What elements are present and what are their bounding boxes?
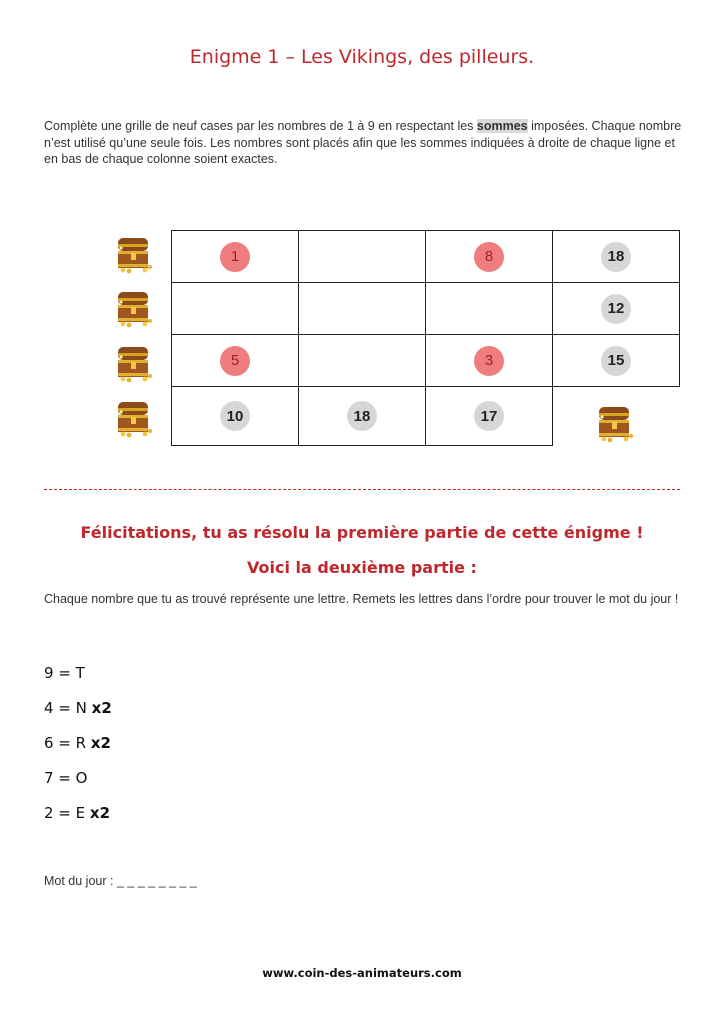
code-text: 4 = N	[44, 699, 92, 717]
treasure-chest-icon	[115, 398, 153, 438]
footer-url: www.coin-des-animateurs.com	[262, 966, 462, 980]
row-sum-cell	[553, 231, 680, 283]
grid-row	[172, 283, 680, 335]
treasure-chest-icon	[115, 343, 153, 383]
congratulations-heading: Félicitations, tu as résolu la première partie de cette énigme !	[80, 523, 644, 542]
instructions-part1: Complète une grille de neuf cases par les nombres de 1 à 9 en respectant les	[44, 119, 477, 133]
grid-cell[interactable]	[299, 283, 426, 335]
row-sum: 18	[601, 242, 631, 272]
code-text: 6 = R	[44, 734, 91, 752]
instructions	[44, 118, 684, 168]
column-sum-cell	[172, 387, 299, 446]
code-text: 7 = O	[44, 769, 88, 787]
column-sum: 10	[220, 401, 250, 431]
grid-cell[interactable]	[299, 335, 426, 387]
column-sum-cell	[299, 387, 426, 446]
instructions-part2: imposées. Chaque nombre n’est utilisé qu’une seule fois. Les nombres sont placés afin que les sommes indiquées à droite de chaque ligne et en bas de chaque colonne soient exactes.	[44, 119, 682, 166]
code-multiplier: x2	[90, 734, 111, 752]
given-number: 3	[474, 346, 504, 376]
empty-corner	[553, 387, 680, 446]
column-sum: 18	[347, 401, 377, 431]
column-sum: 17	[474, 401, 504, 431]
column-sum-row	[172, 387, 680, 446]
word-of-the-day-field[interactable]: Mot du jour : _ _ _ _ _ _ _ _	[44, 874, 197, 888]
part2-heading: Voici la deuxième partie :	[247, 558, 477, 577]
given-number: 1	[220, 242, 250, 272]
code-multiplier: x2	[89, 804, 111, 822]
grid-cell[interactable]	[172, 231, 299, 283]
column-sum-cell	[426, 387, 553, 446]
grid-cell[interactable]	[426, 335, 553, 387]
given-number: 8	[474, 242, 504, 272]
page-title: Enigme 1 – Les Vikings, des pilleurs.	[189, 46, 535, 68]
code-text: 2 = E	[44, 804, 90, 822]
instructions-highlight: sommes	[476, 119, 528, 133]
part2-instructions: Chaque nombre que tu as trouvé représente une lettre. Remets les lettres dans l’ordre pour trouver le mot du jour !	[44, 592, 679, 606]
separator-line	[44, 489, 680, 490]
code-multiplier: x2	[91, 699, 112, 717]
grid-row	[172, 231, 680, 283]
sum-grid	[171, 230, 680, 446]
treasure-chest-icon	[115, 288, 153, 328]
grid-cell[interactable]	[426, 283, 553, 335]
treasure-chest-icon	[115, 234, 153, 274]
grid-cell[interactable]	[426, 231, 553, 283]
code-line	[44, 769, 87, 787]
grid-cell[interactable]	[172, 283, 299, 335]
row-sum-cell	[553, 283, 680, 335]
code-line	[44, 804, 110, 822]
row-sum-cell	[553, 335, 680, 387]
row-sum: 15	[601, 346, 631, 376]
code-line	[44, 734, 111, 752]
grid-cell[interactable]	[299, 231, 426, 283]
code-line	[44, 699, 112, 717]
given-number: 5	[220, 346, 250, 376]
code-text: 9 = T	[44, 664, 85, 682]
code-line	[44, 664, 85, 682]
row-sum: 12	[601, 294, 631, 324]
grid-row	[172, 335, 680, 387]
grid-cell[interactable]	[172, 335, 299, 387]
